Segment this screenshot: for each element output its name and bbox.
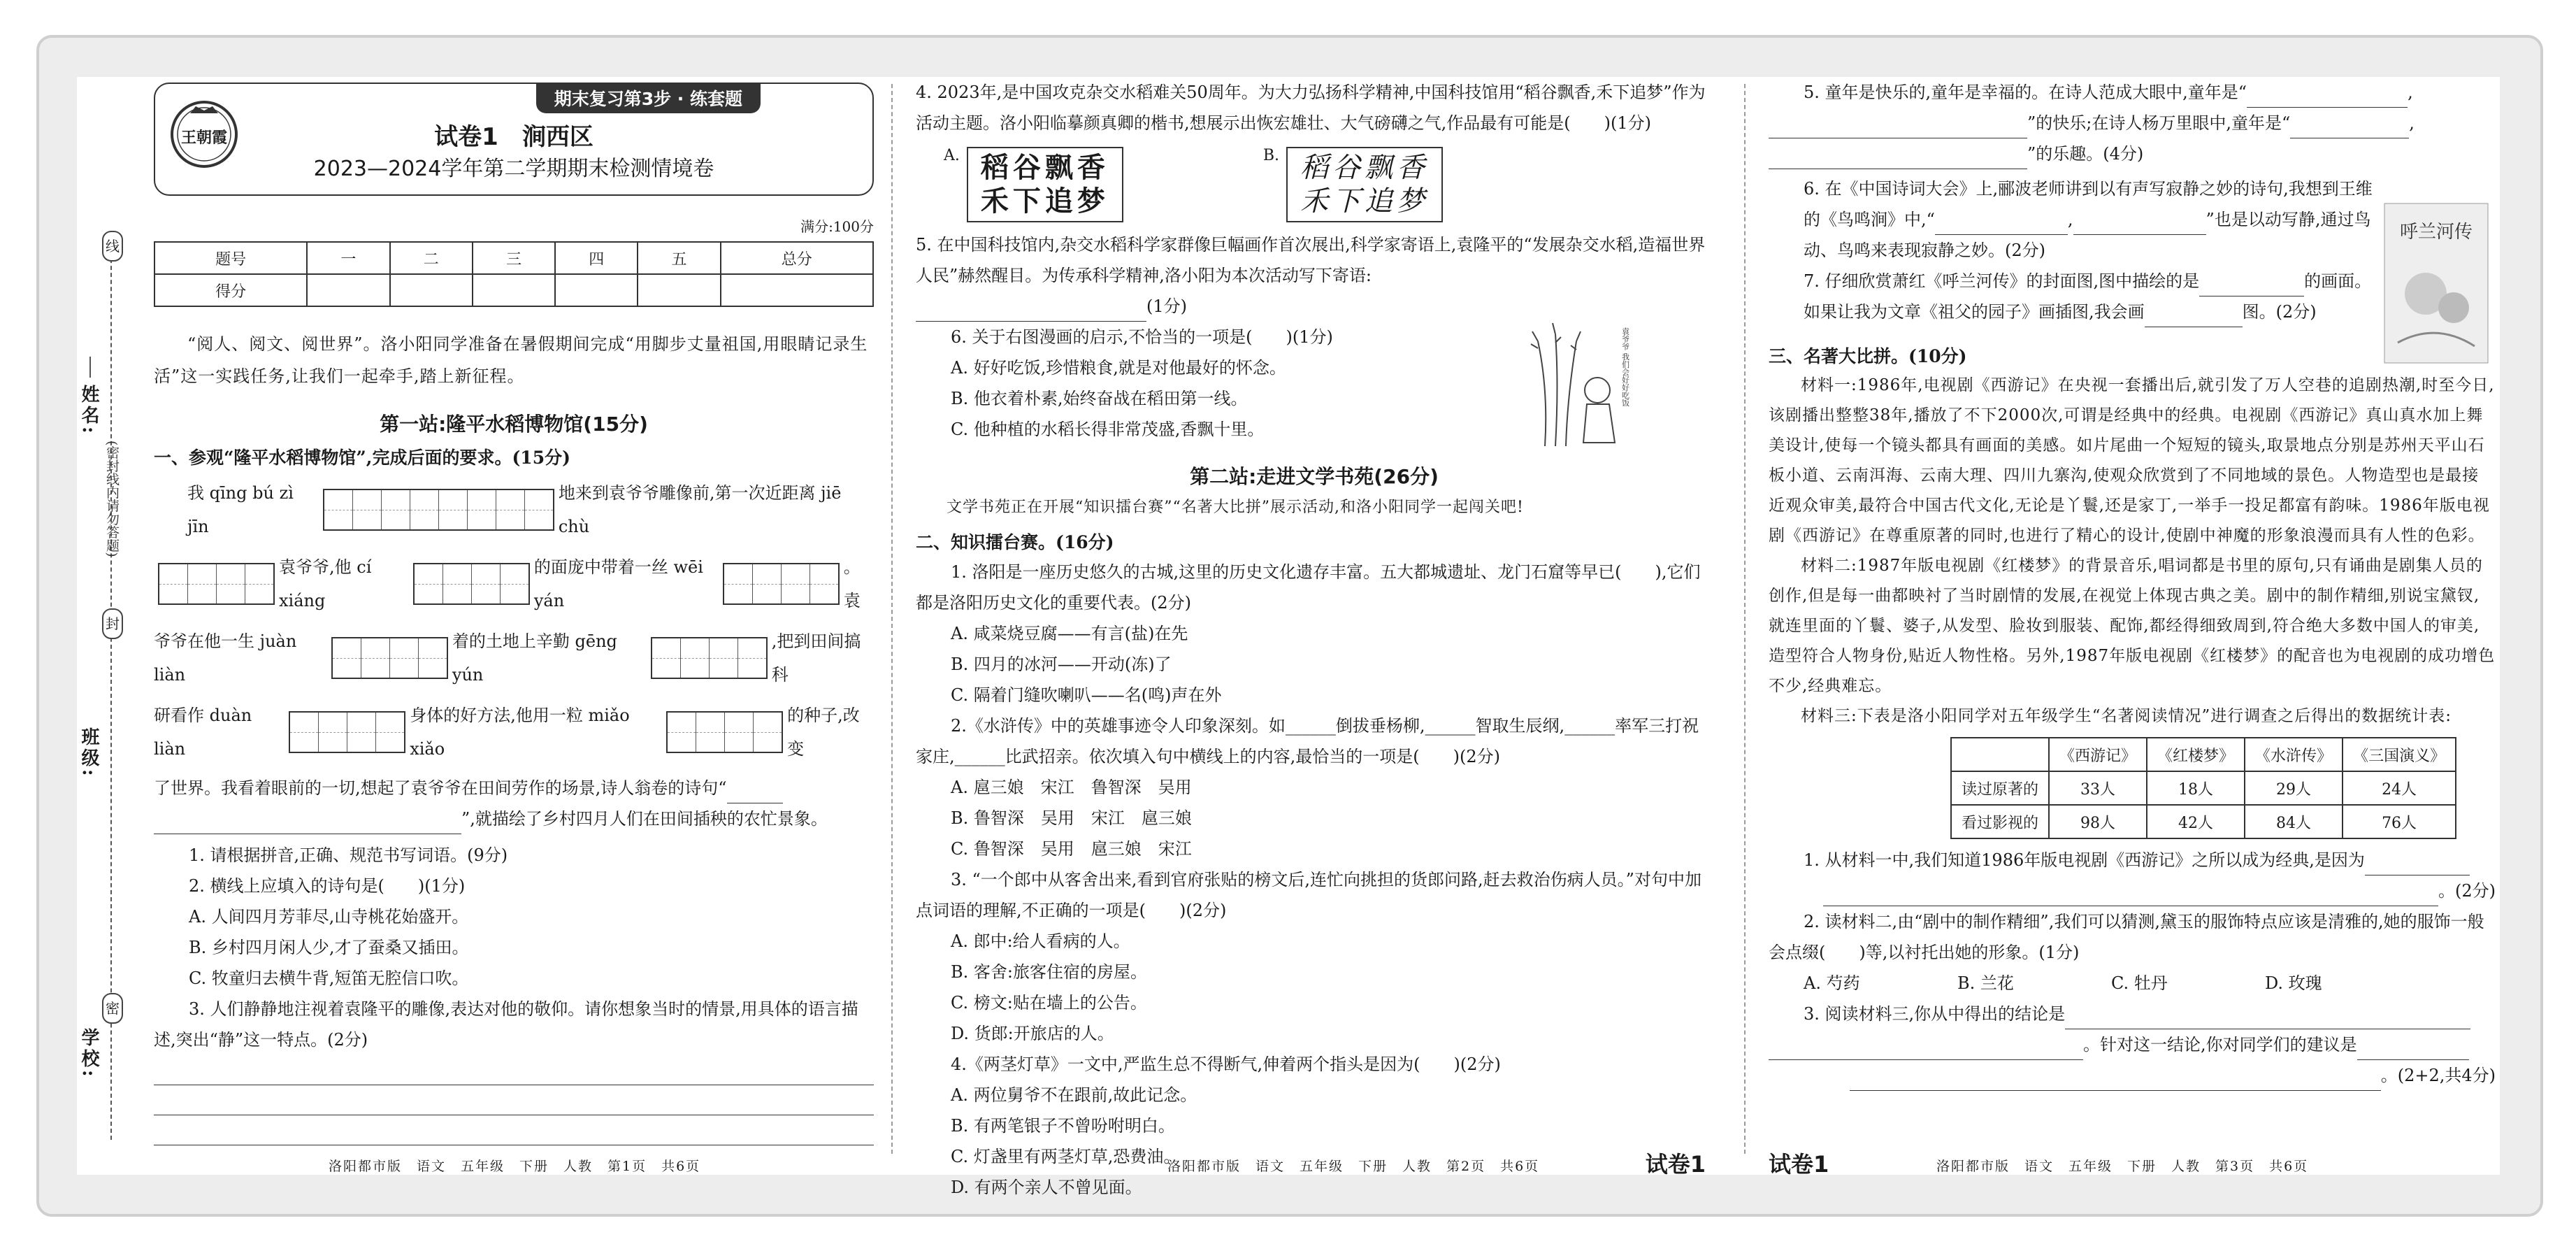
mq2-option[interactable]: C. 牡丹	[2111, 973, 2168, 993]
knowledge-question-7: 7. 仔细欣赏萧红《呼兰河传》的封面图,图中描绘的是 的画面。如果让我为文章《祖父的园子》画插图,我会画 图。(2分)	[1804, 266, 2377, 327]
tianzige-box[interactable]	[723, 563, 840, 605]
stats-cell: 18人	[2147, 771, 2245, 805]
knowledge-question-3: 3. “一个郎中从客舍出来,看到官府张贴的榜文后,连忙向挑担的货郎问路,赶去救治伤病人员。”对句中加点词语的理解,不正确的一项是( )(2分)	[916, 870, 1701, 920]
k4-option[interactable]: D. 有两个亲人不曾见面。	[951, 1178, 1142, 1197]
question-6-option[interactable]: B. 他衣着朴素,始终奋战在稻田第一线。	[951, 389, 1248, 408]
question-2: 2. 横线上应填入的诗句是( )(1分)	[189, 876, 466, 896]
tianzige-box[interactable]	[289, 711, 405, 753]
section-1-title: 一、参观“隆平水稻博物馆”,完成后面的要求。(15分)	[154, 448, 570, 468]
answer-blank[interactable]	[916, 300, 1146, 322]
k1-option[interactable]: A. 咸菜烧豆腐——有言(盐)在先	[951, 624, 1188, 643]
exam-title: 试卷1 涧西区	[434, 123, 593, 151]
k2-option[interactable]: C. 鲁智深 吴用 扈三娘 宋江	[951, 839, 1192, 859]
calligraphy-sample: 稻谷飘香 禾下追梦	[967, 147, 1123, 222]
page-1	[77, 77, 881, 1175]
answer-blank[interactable]	[2247, 86, 2408, 108]
stats-cell: 29人	[2245, 771, 2343, 805]
k3-option[interactable]: B. 客舍:旅客住宿的房屋。	[951, 962, 1147, 982]
tianzige-box[interactable]	[323, 489, 554, 531]
stats-cell: 看过影视的	[1951, 805, 2049, 838]
question-1: 1. 请根据拼音,正确、规范书写词语。(9分)	[189, 845, 508, 865]
seal-oval: 封	[102, 608, 123, 639]
k1-option[interactable]: C. 隔着门缝吹喇叭——名(鸣)声在外	[951, 685, 1222, 705]
k4-option[interactable]: C. 灯盏里有两茎灯草,恐费油。	[951, 1147, 1181, 1166]
question-2-option[interactable]: C. 牧童归去横牛背,短笛无腔信口吹。	[189, 968, 469, 988]
answer-blank[interactable]	[2365, 854, 2470, 875]
reading-stats-table	[1950, 737, 2456, 839]
k1-option[interactable]: B. 四月的冰河——开动(冻)了	[951, 655, 1172, 674]
page-2	[902, 77, 1727, 1197]
trial-label: 试卷1	[1769, 1151, 1829, 1178]
score-cell[interactable]	[307, 274, 389, 306]
novel-question-2-options	[1804, 968, 2496, 999]
passage-line-2: 袁爷爷,他 cí xiáng 的面庞中带着一丝 wēi yán 。袁	[154, 550, 874, 617]
exam-sheet	[77, 77, 2500, 1197]
page-1-footer: 洛阳都市版 语文 五年级 下册 人教 第1页 共6页	[329, 1159, 701, 1174]
knowledge-question-6: 6. 在《中国诗词大会》上,郦波老师讲到以有声写寂静之妙的诗句,我想到王维的《鸟鸣涧》中,“ , ”也是以动写静,通过鸟动、鸟鸣来表现寂静之妙。(2分)	[1804, 179, 2373, 260]
mq2-option[interactable]: D. 玫瑰	[2265, 973, 2322, 993]
answer-blank[interactable]	[2145, 306, 2243, 327]
score-header: 四	[555, 242, 638, 274]
svg-text:王朝霞: 王朝霞	[180, 129, 228, 147]
stats-header	[1951, 738, 2049, 771]
passage-line-5: 了世界。我看着眼前的一切,想起了袁爷爷在田间劳作的场景,诗人翁卷的诗句“	[154, 773, 874, 803]
answer-blank[interactable]	[1769, 117, 2027, 138]
question-4: 4. 2023年,是中国攻克杂交水稻难关50周年。为大力弘扬科学精神,中国科技馆用“稻谷飘香,禾下追梦”作为活动主题。洛小阳临摹颜真卿的楷书,想展示出恢宏雄壮、大气磅礴之气,作品最有可能是( )(1分)	[916, 83, 1706, 133]
k2-option[interactable]: A. 扈三娘 宋江 鲁智深 吴用	[951, 778, 1192, 797]
question-2-option[interactable]: A. 人间四月芳菲尽,山寺桃花始盛开。	[189, 907, 469, 927]
tianzige-box[interactable]	[413, 563, 530, 605]
knowledge-question-1: 1. 洛阳是一座历史悠久的古城,这里的历史文化遗存丰富。五大都城遗址、龙门石窟等早已( ),它们都是洛阳历史文化的重要代表。(2分)	[916, 562, 1701, 613]
secret-oval: 密	[102, 993, 123, 1024]
intro-text: “阅人、阅文、阅世界”。洛小阳同学准备在暑假期间完成“用脚步丈量祖国,用眼睛记录生活”这一实践任务,让我们一起牵手,踏上新征程。	[154, 334, 868, 386]
tianzige-box[interactable]	[158, 563, 275, 605]
book-cover-image	[2384, 203, 2489, 364]
trial-label: 试卷1	[1645, 1151, 1706, 1178]
page-divider	[1744, 84, 1746, 1154]
class-label: 班级:	[78, 727, 99, 779]
passage-line-1: 我 qīng bú zì jīn 地来到袁爷爷雕像前,第一次近距离 jiē chù	[187, 483, 842, 536]
stats-header: 《西游记》	[2049, 738, 2147, 771]
answer-line[interactable]	[154, 1085, 874, 1115]
score-table	[154, 241, 874, 307]
answer-blank[interactable]	[1823, 885, 2438, 906]
calligraphy-option-a[interactable]: A. 稻谷飘香 禾下追梦	[944, 147, 1123, 222]
score-header: 一	[307, 242, 389, 274]
score-cell[interactable]	[638, 274, 720, 306]
page-3-footer: 洛阳都市版 语文 五年级 下册 人教 第3页 共6页	[1936, 1159, 2309, 1174]
answer-blank[interactable]	[2290, 117, 2409, 138]
question-6-option[interactable]: C. 他种植的水稻长得非常茂盛,香飘十里。	[951, 420, 1265, 439]
station-2-title: 第二站:走进文学书苑(26分)	[1190, 465, 1439, 488]
passage-line-4: 研看作 duàn liàn 身体的好方法,他用一粒 miǎo xiǎo 的种子,改变	[154, 706, 860, 759]
knowledge-question-2: 2.《水浒传》中的英雄事迹令人印象深刻。如______倒拔垂杨柳,______智取生辰纲,______率军三打祝家庄,______比武招亲。依次填入句中横线上的内容,最恰当的一项是( )(2分)	[916, 716, 1699, 766]
exam-header	[154, 83, 874, 196]
review-badge: 期末复习第3步 · 练套题	[536, 83, 761, 113]
answer-line[interactable]	[154, 1115, 874, 1145]
svg-text:呼兰河传: 呼兰河传	[2399, 222, 2473, 243]
question-2-option[interactable]: B. 乡村四月闲人少,才了蚕桑又插田。	[189, 938, 469, 957]
answer-blank[interactable]	[1935, 213, 2068, 235]
material-3: 材料三:下表是洛小阳同学对五年级学生“名著阅读情况”进行调查之后得出的数据统计表:	[1801, 707, 2452, 725]
stats-header: 《红楼梦》	[2147, 738, 2245, 771]
page-2-footer: 洛阳都市版 语文 五年级 下册 人教 第2页 共6页	[1167, 1159, 1540, 1174]
answer-blank[interactable]	[1850, 1069, 2381, 1091]
stats-cell: 42人	[2147, 805, 2245, 838]
seal-line-oval: 线	[102, 231, 123, 262]
answer-blank[interactable]	[1769, 1038, 2083, 1060]
k4-option[interactable]: A. 两位舅爷不在跟前,故此记念。	[951, 1085, 1197, 1105]
answer-blank[interactable]	[2199, 275, 2304, 296]
passage-line-3: 爷爷在他一生 juàn liàn 着的土地上辛勤 gēng yún ,把到田间搞科	[154, 631, 861, 685]
k2-option[interactable]: B. 鲁智深 吴用 宋江 扈三娘	[951, 808, 1192, 828]
stats-cell: 76人	[2343, 805, 2456, 838]
section-3-title: 三、名著大比拼。(10分)	[1769, 346, 1967, 366]
k3-option[interactable]: C. 榜文:贴在墙上的公告。	[951, 993, 1147, 1013]
score-header: 三	[473, 242, 555, 274]
score-header: 二	[390, 242, 473, 274]
page-1-content	[154, 77, 874, 1145]
k3-option[interactable]: A. 郎中:给人看病的人。	[951, 931, 1130, 951]
calligraphy-sample: 稻谷飘香 禾下追梦	[1286, 147, 1443, 222]
score-cell[interactable]	[390, 274, 473, 306]
k3-option[interactable]: D. 货郎:开旅店的人。	[951, 1024, 1114, 1043]
page-divider	[891, 84, 893, 1154]
calligraphy-options	[944, 147, 1713, 222]
answer-blank[interactable]	[727, 782, 783, 803]
score-header: 五	[638, 242, 720, 274]
knowledge-question-4: 4.《两茎灯草》一文中,严监生总不得断气,伸着两个指头是因为( )(2分)	[951, 1055, 1501, 1074]
stats-header: 《三国演义》	[2343, 738, 2456, 771]
question-5: 5. 在中国科技馆内,杂交水稻科学家群像巨幅画作首次展出,科学家寄语上,袁隆平的“发展杂交水稻,造福世界人民”赫然醒目。为传承科学精神,洛小阳为本次活动写下寄语:	[916, 235, 1706, 285]
answer-blank[interactable]	[154, 813, 461, 834]
station-2-intro: 文学书苑正在开展“知识擂台赛”“名著大比拼”展示活动,和洛小阳同学一起闯关吧!	[947, 499, 1524, 516]
answer-line[interactable]	[154, 1055, 874, 1085]
stats-cell: 24人	[2343, 771, 2456, 805]
calligraphy-option-b[interactable]: B. 稻谷飘香 禾下追梦	[1263, 147, 1443, 222]
answer-blank[interactable]	[2073, 213, 2206, 235]
station-1-title: 第一站:隆平水稻博物馆(15分)	[380, 413, 648, 436]
answer-blank[interactable]	[2357, 1038, 2469, 1060]
stats-cell: 读过原著的	[1951, 771, 2049, 805]
name-label: 姓名:	[78, 385, 99, 436]
passage-line-6: ”,就描绘了乡村四月人们在田间插秧的农忙景象。	[154, 803, 874, 834]
question-6: 6. 关于右图漫画的启示,不恰当的一项是( )(1分)	[951, 327, 1333, 347]
mq2-option[interactable]: A. 芍药	[1804, 973, 1860, 993]
novel-question-3: 3. 阅读材料三,你从中得出的结论是	[1804, 999, 2496, 1029]
svg-text:袁爷爷 我们会好好吃饭: 袁爷爷 我们会好好吃饭	[1620, 327, 1630, 407]
score-header: 题号	[154, 242, 307, 274]
score-cell[interactable]	[555, 274, 638, 306]
stats-header: 《水浒传》	[2245, 738, 2343, 771]
full-score: 满分:100分	[800, 218, 874, 235]
binding-margin	[77, 77, 161, 1175]
question-3: 3. 人们静静地注视着袁隆平的雕像,表达对他的敬仰。请你想象当时的情景,用具体的语言描述,突出“静”这一特点。(2分)	[154, 999, 858, 1050]
stats-cell: 33人	[2049, 771, 2147, 805]
score-header: 总分	[721, 242, 873, 274]
score-row-label: 得分	[154, 274, 307, 306]
k4-option[interactable]: B. 有两笔银子不曾吩咐明白。	[951, 1116, 1175, 1136]
novel-question-1: 1. 从材料一中,我们知道1986年版电视剧《西游记》之所以成为经典,是因为	[1804, 845, 2496, 875]
exam-subtitle: 2023—2024学年第二学期期末检测情境卷	[313, 157, 714, 181]
score-cell[interactable]	[473, 274, 555, 306]
mq2-option[interactable]: B. 兰花	[1957, 973, 2014, 993]
tianzige-box[interactable]	[666, 711, 783, 753]
material-2: 材料二:1987年版电视剧《红楼梦》的背景音乐,唱词都是书里的原句,只有诵曲是剧集人员的创作,但是每一曲都映衬了当时剧情的发展,在视觉上体现古典之美。剧中的制作精细,别说宝黛钗,就连里面的丫鬟、婆子,从发型、脸妆到服装、配饰,都经得细致周到,符合绝大多数中国人的审美,造型符合人物身份,贴近人物性格。另外,1987年版电视剧《红楼梦》的配音也为电视剧的成功增色不少,经典难忘。	[1769, 557, 2496, 695]
school-label: 学校:	[78, 1028, 99, 1080]
answer-blank[interactable]	[2065, 1008, 2470, 1029]
novel-question-2: 2. 读材料二,由“剧中的制作精细”,我们可以猜测,黛玉的服饰特点应该是清雅的,她的服饰一般会点缀( )等,以衬托出她的形象。(1分)	[1769, 912, 2484, 962]
material-1: 材料一:1986年,电视剧《西游记》在央视一套播出后,就引发了万人空巷的追剧热潮,时至今日,该剧播出整整38年,播放了不下2000次,可谓是经典中的经典。电视剧《西游记》真山真水加上舞美设计,使每一个镜头都具有画面的美感。如片尾曲一个短短的镜头,取景地点分别是苏州天平山石板小道、云南洱海、云南大理、四川九寨沟,使观众欣赏到了不同地域的景色。人物造型也是最接近观众审美,最符合中国古代文化,无论是丫鬟,还是家丁,一举手一投足都富有韵味。1986年版电视剧《西游记》在尊重原著的同时,也进行了精心的设计,使剧中神魔的形象浪漫而具有人性的色彩。	[1769, 376, 2495, 545]
knowledge-question-5: 5. 童年是快乐的,童年是幸福的。在诗人范成大眼中,童年是“ ,	[1804, 77, 2496, 108]
tianzige-box[interactable]	[651, 637, 768, 679]
stats-cell: 84人	[2245, 805, 2343, 838]
page-3	[1755, 77, 2500, 1178]
section-2-title: 二、知识擂台赛。(16分)	[916, 532, 1114, 552]
rice-cartoon-image	[1517, 313, 1636, 453]
question-6-option[interactable]: A. 好好吃饭,珍惜粮食,就是对他最好的怀念。	[951, 358, 1286, 378]
tianzige-box[interactable]	[331, 637, 448, 679]
no-answer-note: (密封线内请勿答题)	[104, 441, 120, 557]
page-3-content: 5. 童年是快乐的,童年是幸福的。在诗人范成大眼中,童年是“ , ”的快乐;在诗人杨万里眼中,童年是“ , ”的乐趣。(4分) 6. 在《中国诗词大会》上,郦波老师讲到以有声写寂静之妙的诗句,我想到王维的《鸟鸣涧》中,“ , ”也是以动写静,通过鸟动、鸟鸣来表现寂静之妙。(2分) 7. 仔细欣赏萧红《呼兰河传》的封面图,图中描绘的是 的画面。如果让我为文章《祖父的园子》画插图,我会画 图。(2分) 呼兰河传 三、名著大比拼。(10分) 材料一:1986年,电视剧《西游记》在央视一套播出后,就引发了万人空巷的追剧热潮,时至今日,该剧播出整整38年,播放了不下2000次,可谓是经典中的经典。电视剧《西游记》真山真水加上舞美设计,使每一个镜头都具有画面的美感。如片尾曲一个短短的镜头,取景地点分别是苏州天平山石板小道、云南洱海、云南大理、四川九寨沟,使观众欣赏到了不同地域的景色。人物造型也是最接近观众审美,最符合中国古代文化,无论是丫鬟,还是家丁,一举手一投足都富有韵味。1986年版电视剧《西游记》在尊重原著的同时,也进行了精心的设计,使剧中神魔的形象浪漫而具有人性的色彩。 材料二:1987年版电视剧《红楼梦》的背景音乐,唱词都是书里的原句,只有诵曲是剧集人员的创作,但是每一曲都映衬了当时剧情的发展,在视觉上体现古典之美。剧中的制作精细,别说宝黛钗,就连里面的丫鬟、婆子,从发型、脸妆到服装、配饰,都经得细致周到,符合绝大多数中国人的审美,造型符合人物身份,贴近人物性格。另外,1987年版电视剧《红楼梦》的配音也为电视剧的成功增色不少,经典难忘。 材料三:下表是洛小阳同学对五年级学生“名著阅读情况”进行调查之后得出的数据统计表: 《西游记》 《红楼梦》 《水浒传》 《三国演义》 读过原著的 33人 18人 29人 24人 看过影视的 98人 42人 84人 76人 1. 从材料一中,我们知道1986年版电视剧《西游记》之所以成为经典,是因为 。(2分) 2. 读材料二,由“剧中的制作精细”,我们可以猜测,黛玉的服饰特点应该是清雅的,她的服饰一般会点缀( )等,以衬托出她的形象。(1分) A. 芍药 B. 兰花 C. 牡丹 D. 玫瑰 3. 阅读材料三,你从中得出的结论是 。针对这一结论,你对同学们的建议是 。(2+2,共4分)	[1769, 77, 2496, 1091]
page-2-content: 4. 2023年,是中国攻克杂交水稻难关50周年。为大力弘扬科学精神,中国科技馆用“稻谷飘香,禾下追梦”作为活动主题。洛小阳临摹颜真卿的楷书,想展示出恢宏雄壮、大气磅礴之气,作品最有可能是( )(1分) A. 稻谷飘香 禾下追梦 B. 稻谷飘香 禾下追梦 5. 在中国科技馆内,杂交水稻科学家群像巨幅画作首次展出,科学家寄语上,袁隆平的“发展杂交水稻,造福世界人民”赫然醒目。为传承科学精神,洛小阳为本次活动写下寄语: (1分) 6. 关于右图漫画的启示,不恰当的一项是( )(1分) A. 好好吃饭,珍惜粮食,就是对他最好的怀念。 B. 他衣着朴素,始终奋战在稻田第一线。 C. 他种植的水稻长得非常茂盛,香飘十里。 袁爷爷 我们会好好吃饭 第二站:走进文学书苑(26分) 文学书苑正在开展“知识擂台赛”“名著大比拼”展示活动,和洛小阳同学一起闯关吧! 二、知识擂台赛。(16分) 1. 洛阳是一座历史悠久的古城,这里的历史文化遗存丰富。五大都城遗址、龙门石窟等早已( ),它们都是洛阳历史文化的重要代表。(2分) A. 咸菜烧豆腐——有言(盐)在先 B. 四月的冰河——开动(冻)了 C. 隔着门缝吹喇叭——名(鸣)声在外 2.《水浒传》中的英雄事迹令人印象深刻。如______倒拔垂杨柳,______智取生辰纲,______率军三打祝家庄,______比武招亲。依次填入句中横线上的内容,最恰当的一项是( )(2分) A. 扈三娘 宋江 鲁智深 吴用 B. 鲁智深 吴用 宋江 扈三娘 C. 鲁智深 吴用 扈三娘 宋江 3. “一个郎中从客舍出来,看到官府张贴的榜文后,连忙向挑担的货郎问路,赶去救治伤病人员。”对句中加点词语的理解,不正确的一项是( )(2分) A. 郎中:给人看病的人。 B. 客舍:旅客住宿的房屋。 C. 榜文:贴在墙上的公告。 D. 货郎:开旅店的人。 4.《两茎灯草》一文中,严监生总不得断气,伸着两个指头是因为( )(2分) A. 两位舅爷不在跟前,故此记念。 B. 有两笔银子不曾吩咐明白。 C. 灯盏里有两茎灯草,恐费油。 D. 有两个亲人不曾见面。	[916, 77, 1713, 1203]
answer-blank[interactable]	[1769, 148, 2027, 169]
stats-cell: 98人	[2049, 805, 2147, 838]
score-cell[interactable]	[721, 274, 873, 306]
